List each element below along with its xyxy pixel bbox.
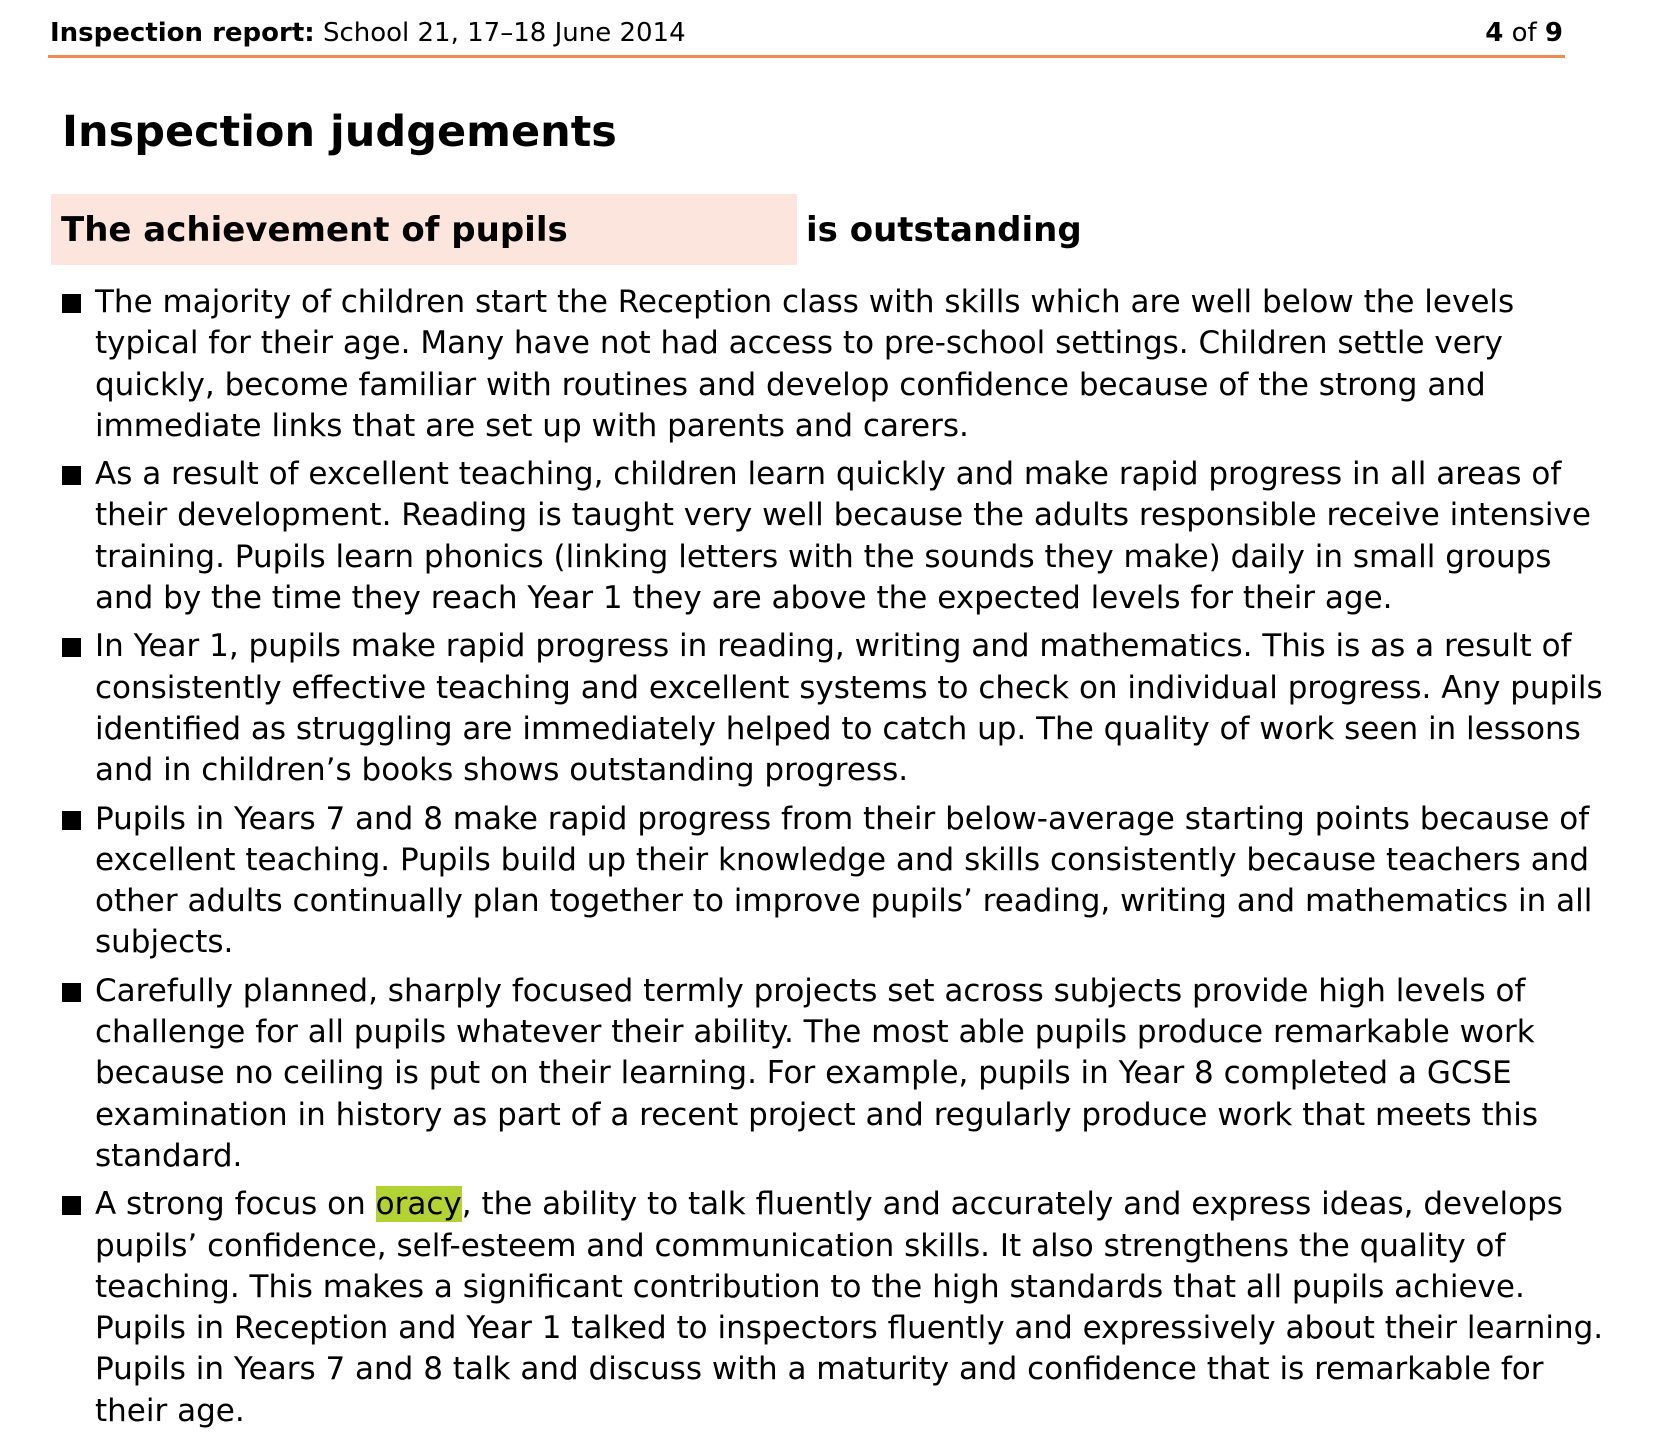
square-bullet-icon (62, 1196, 81, 1215)
text-line: and by the time they reach Year 1 they are above the expected levels for their age. (95, 580, 1393, 617)
text-line: quickly, become familiar with routines and develop confidence because of the strong and (95, 366, 1486, 403)
section-label: The achievement of pupils (61, 210, 568, 250)
text-line: because no ceiling is put on their learning. For example, pupils in Year 8 completed a GCSE (95, 1055, 1512, 1092)
text-line: Pupils in Years 7 and 8 make rapid progress from their below-average starting points because of (95, 800, 1590, 837)
text-fragment: , the ability to talk fluently and accurately and express ideas, develops (461, 1186, 1563, 1223)
square-bullet-icon (62, 294, 81, 313)
list-item (62, 1184, 1604, 1432)
list-item (62, 454, 1591, 619)
page-total: 9 (1544, 18, 1563, 48)
square-bullet-icon (62, 983, 81, 1002)
page-title: Inspection judgements (62, 107, 617, 157)
text-line: immediate links that are set up with parents and carers. (95, 407, 969, 444)
page-number (1485, 17, 1563, 49)
text-line: examination in history as part of a recent project and regularly produce work that meets this (95, 1096, 1539, 1133)
text-line: The majority of children start the Reception class with skills which are well below the levels (95, 284, 1515, 320)
text-line: their age. (95, 1392, 245, 1429)
text-line: consistently effective teaching and excellent systems to check on individual progress. Any pupils (95, 669, 1603, 706)
square-bullet-icon (62, 811, 81, 830)
text-line: and in children’s books shows outstanding progress. (95, 752, 909, 789)
text-line: standard. (95, 1137, 243, 1174)
text-line: their development. Reading is taught very well because the adults responsible receive intensive (95, 497, 1591, 534)
text-line: Pupils in Years 7 and 8 talk and discuss with a maturity and confidence that is remarkable for (95, 1351, 1544, 1388)
square-bullet-icon (62, 466, 81, 485)
judgement-bullet-list (62, 282, 1604, 1439)
text-line: Carefully planned, sharply focused termly projects set across subjects provide high levels of (95, 972, 1526, 1009)
text-line: typical for their age. Many have not had access to pre-school settings. Children settle very (95, 325, 1503, 362)
text-line: excellent teaching. Pupils build up their knowledge and skills consistently because teachers and (95, 841, 1590, 878)
text-line: In Year 1, pupils make rapid progress in reading, writing and mathematics. This is as a result of (95, 628, 1572, 665)
text-line: teaching. This makes a significant contribution to the high standards that all pupils achieve. (95, 1268, 1525, 1305)
section-label-box (51, 194, 797, 265)
text-line: pupils’ confidence, self-esteem and communication skills. It also strengthens the quality of (95, 1227, 1506, 1264)
list-item (62, 282, 1572, 447)
report-details: School 21, 17–18 June 2014 (322, 18, 686, 48)
square-bullet-icon (62, 638, 81, 657)
page-current: 4 (1485, 18, 1504, 48)
list-item (62, 799, 1593, 964)
report-label: Inspection report: (50, 18, 315, 48)
text-line: Pupils in Reception and Year 1 talked to inspectors fluently and expressively about their learning. (95, 1310, 1604, 1347)
page-header (48, 14, 1565, 58)
text-fragment: A strong focus on (95, 1186, 376, 1223)
text-line: identified as struggling are immediately helped to catch up. The quality of work seen in lessons (95, 710, 1581, 747)
list-item (62, 971, 1572, 1177)
text-line: training. Pupils learn phonics (linking letters with the sounds they make) daily in small groups (95, 538, 1552, 575)
highlighted-word: oracy (375, 1186, 462, 1223)
list-item (62, 626, 1603, 791)
text-line: As a result of excellent teaching, children learn quickly and make rapid progress in all areas of (95, 456, 1562, 493)
page-of: of (1511, 18, 1537, 48)
text-line: challenge for all pupils whatever their ability. The most able pupils produce remarkable work (95, 1014, 1535, 1051)
text-line: other adults continually plan together to improve pupils’ reading, writing and mathematics in all (95, 883, 1593, 920)
text-line: subjects. (95, 924, 234, 961)
report-title (50, 17, 686, 49)
section-judgement: is outstanding (806, 210, 1082, 250)
text-line (95, 1184, 1572, 1225)
